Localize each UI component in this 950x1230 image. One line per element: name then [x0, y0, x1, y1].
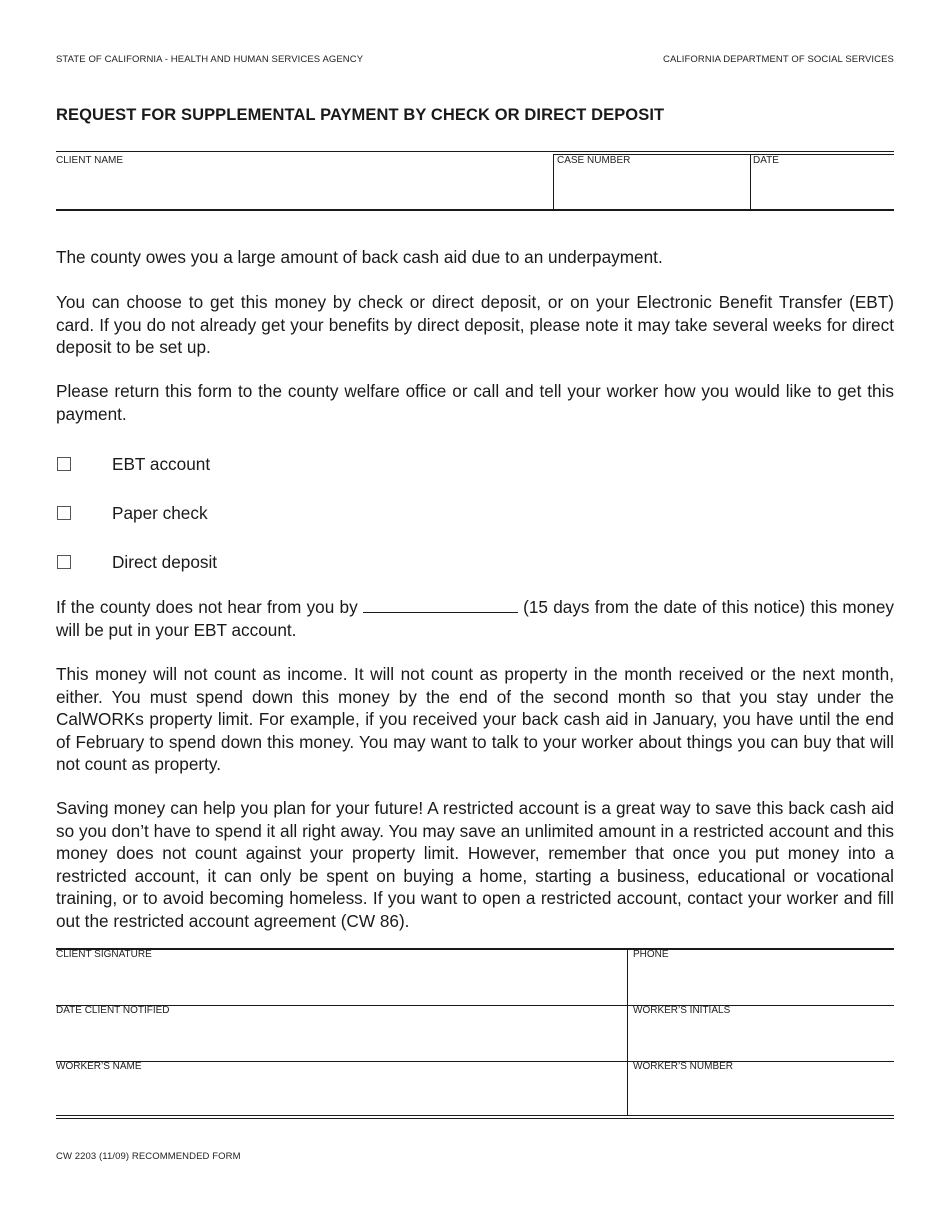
- form-footer: CW 2203 (11/09) RECOMMENDED FORM: [56, 1151, 241, 1162]
- client-signature-label: CLIENT SIGNATURE: [56, 949, 152, 960]
- ebt-account-label: EBT account: [112, 454, 211, 474]
- paper-check-label: Paper check: [112, 503, 208, 523]
- deadline-date-field[interactable]: [363, 596, 518, 613]
- paragraph-underpayment: The county owes you a large amount of back cash aid due to an underpayment.: [56, 247, 663, 267]
- workers-name-field[interactable]: [56, 1074, 624, 1112]
- paragraph-deadline: [56, 596, 894, 641]
- paper-check-checkbox[interactable]: [57, 506, 71, 520]
- department-header: CALIFORNIA DEPARTMENT OF SOCIAL SERVICES: [663, 54, 894, 65]
- date-label: DATE: [753, 155, 779, 166]
- deadline-text-after: (15 days from the date of this notice) this money will be put in your EBT account.: [56, 597, 895, 640]
- workers-initials-field[interactable]: [631, 1018, 893, 1058]
- direct-deposit-label: Direct deposit: [112, 552, 218, 572]
- client-signature-field[interactable]: [56, 962, 624, 1002]
- ebt-account-checkbox[interactable]: [57, 457, 71, 471]
- workers-name-label: WORKER’S NAME: [56, 1061, 142, 1072]
- client-name-label: CLIENT NAME: [56, 155, 124, 166]
- date-client-notified-label: DATE CLIENT NOTIFIED: [56, 1005, 170, 1016]
- case-number-field[interactable]: [556, 168, 746, 206]
- direct-deposit-checkbox[interactable]: [57, 555, 71, 569]
- date-client-notified-field[interactable]: [56, 1018, 624, 1058]
- client-name-field[interactable]: [56, 168, 550, 206]
- date-field[interactable]: [753, 168, 891, 206]
- paragraph-payment-choices: You can choose to get this money by check or direct deposit, or on your Electronic Benefit Transfer (EBT) card. If you do not already get your benefits by direct deposit, please note it may take several weeks for direct deposit to be set up.: [56, 292, 894, 358]
- form-title: REQUEST FOR SUPPLEMENTAL PAYMENT BY CHECK OR DIRECT DEPOSIT: [56, 106, 665, 124]
- workers-number-label: WORKER’S NUMBER: [633, 1061, 734, 1072]
- agency-header: STATE OF CALIFORNIA - HEALTH AND HUMAN SERVICES AGENCY: [56, 54, 364, 65]
- paragraph-income: This money will not count as income. It will not count as property in the month received or the next month, either. You must spend down this money by the end of the second month so that you stay under the CalWORKs property limit. For example, if you received your back cash aid in January, you have until the end of February to spend down this money. You may want to talk to your worker about things you can buy that will not count as property.: [56, 664, 894, 775]
- deadline-text-before: If the county does not hear from you by: [56, 597, 358, 617]
- phone-field[interactable]: [631, 962, 893, 1002]
- paragraph-restricted-account: Saving money can help you plan for your future! A restricted account is a great way to save this back cash aid so you don’t have to spend it all right away. You may save an unlimited amount in a restricted account and this money does not count against your property limit. However, remember that once you put money into a restricted account, it can only be spent on buying a home, starting a business, educational or vocational training, or to avoid becoming homeless. If you want to open a restricted account, contact your worker and fill out the restricted account agreement (CW 86).: [56, 798, 894, 931]
- workers-initials-label: WORKER’S INITIALS: [633, 1005, 731, 1016]
- case-number-label: CASE NUMBER: [557, 155, 631, 166]
- paragraph-return-form: Please return this form to the county welfare office or call and tell your worker how you would like to get this payment.: [56, 381, 894, 424]
- phone-label: PHONE: [633, 949, 669, 960]
- workers-number-field[interactable]: [631, 1074, 893, 1112]
